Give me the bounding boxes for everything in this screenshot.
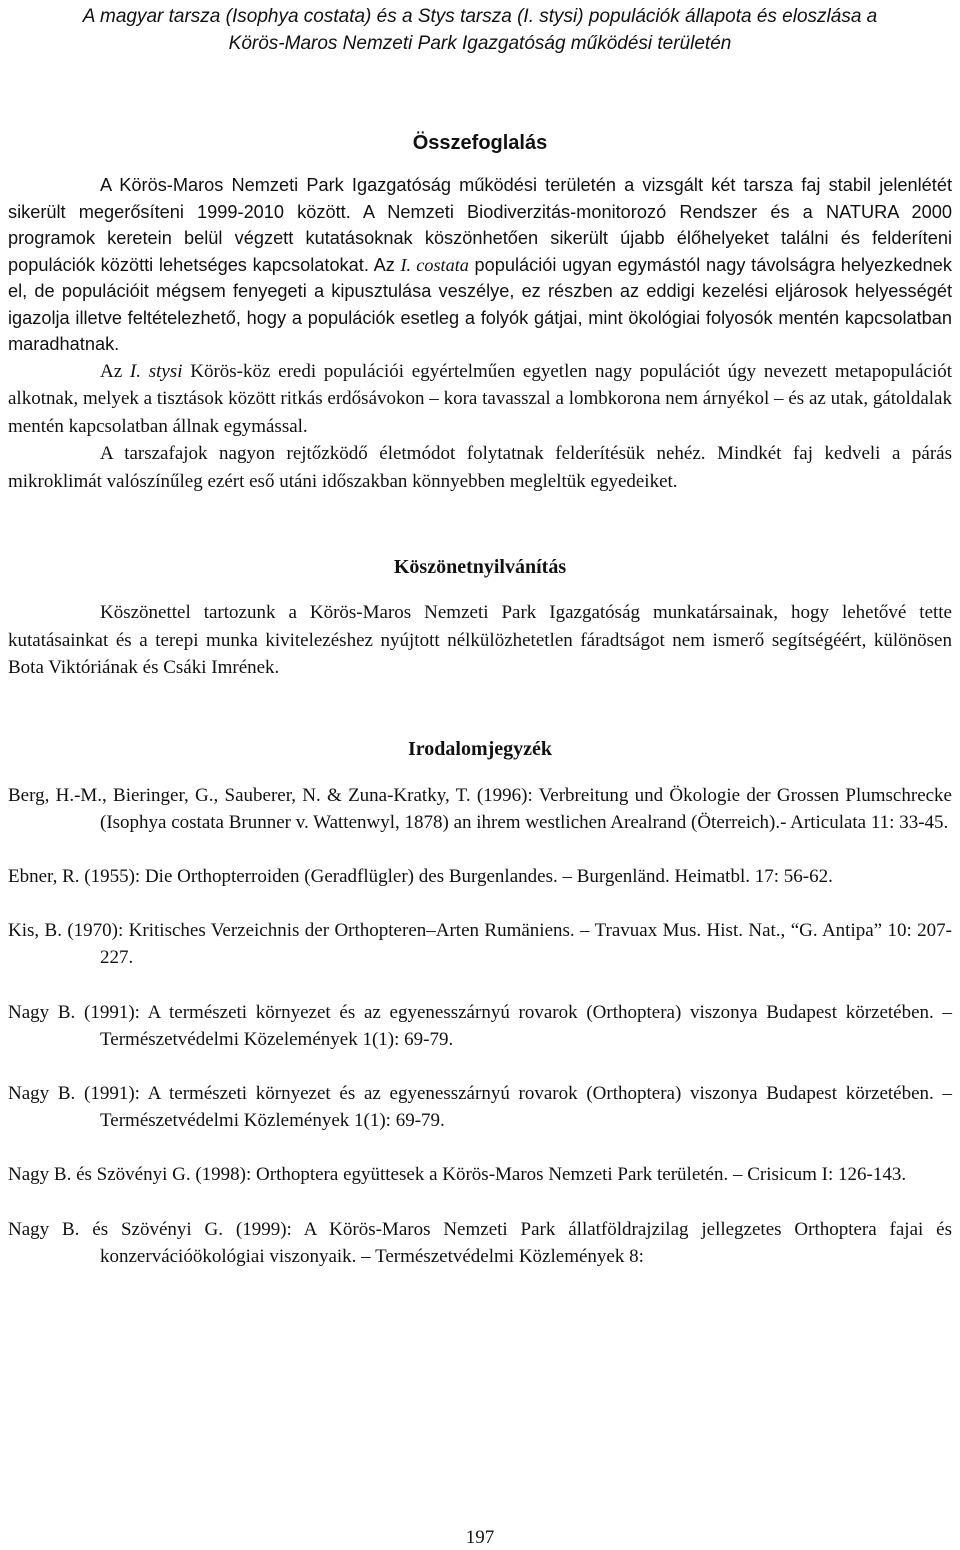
- reference-item: Nagy B. és Szövényi G. (1999): A Körös-Maros Nemzeti Park állatföldrajzilag jellegzetes Orthoptera fajai és konzervációökológiai viszonyaik. – Természetvédelmi Közlemények 8:: [8, 1218, 952, 1267]
- reference-item: Nagy B. és Szövényi G. (1998): Orthoptera együttesek a Körös-Maros Nemzeti Park területén. – Crisicum I: 126-143.: [8, 1164, 907, 1186]
- reference-item: Ebner, R. (1955): Die Orthopterroiden (Geradflügler) des Burgenlandes. – Burgenländ. Heimatbl. 17: 56-62.: [8, 865, 833, 887]
- species-name-stysi: I. stysi: [129, 360, 183, 382]
- acknowledgements-paragraph: Köszönettel tartozunk a Körös-Maros Nemzeti Park Igazgatóság munkatársainak, hogy lehetővé tette kutatásainkat és a terepi munka kivitelezéshez nyújtott nélkülözhetetlen fáradtságot nem ismerő segítségéért, különösen Bota Viktóriának és Csáki Imrének.: [8, 602, 952, 678]
- running-header-line-1: A magyar tarsza (Isophya costata) és a Stys tarsza (I. stysi) populációk állapota és eloszlása a: [82, 6, 878, 27]
- summary-p2-text-a: Az: [100, 360, 130, 382]
- reference-item: Nagy B. (1991): A természeti környezet és az egyenesszárnyú rovarok (Orthoptera) viszonya Budapest körzetében. – Természetvédelmi Közelemények 1(1): 69-79.: [8, 1001, 952, 1050]
- reference-item: Berg, H.-M., Bieringer, G., Sauberer, N. & Zuna-Kratky, T. (1996): Verbreitung und Ökologie der Grossen Plumschrecke (Isophya costata Brunner v. Wattenwyl, 1878) an ihrem westlichen Arealrand (Öterreich).- Articulata 11: 33-45.: [8, 784, 952, 833]
- summary-paragraph-2: [8, 358, 952, 441]
- summary-paragraph-1: [8, 172, 952, 358]
- summary-p2-text-b: Körös-köz eredi populációi egyértelműen egyetlen nagy populációt úgy nevezett metapopulációt alkotnak, melyek a tisztások között ritkás erdősávokon – kora tavasszal a lombkorona nem árnyékol – és az utak, gátoldalak mentén kapcsolatban állnak egymással.: [8, 360, 952, 437]
- summary-section: [8, 172, 952, 358]
- summary-p1-text-b: populációi ugyan egymástól nagy távolságra helyezkednek el, de populációit mégsem fenyegeti a kipusztulása veszélye, ez részben az eddigi kezelési eljárosok helyességét igazolja illetve feltételezhető, hogy a populációk esetleg a folyók gátjai, mint ökológiai folyosók mentén kapcsolatban maradhatnak.: [8, 254, 952, 354]
- running-header: [8, 3, 952, 57]
- summary-paragraph-3: A tarszafajok nagyon rejtőzködő életmódot folytatnak felderítésük nehéz. Mindkét faj kedveli a párás mikroklimát valószínűleg ezért eső utáni időszakban könnyebben megleltük egyedeiket.: [8, 443, 952, 492]
- summary-p1-text-a: A Körös-Maros Nemzeti Park Igazgatóság működési területén a vizsgált két tarsza faj stabil jelenlétét sikerült megerősíteni 1999-2010 között. A Nemzeti Biodiverzitás-monitorozó Rendszer és a NATURA 2000 programok keretein belül végzett kutatásoknak köszönhetően sikerült újabb élőhelyeket találni és felderíteni populációk közötti lehetséges kapcsolatokat. Az: [8, 175, 952, 275]
- page-number: 197: [465, 1527, 495, 1548]
- reference-item: Nagy B. (1991): A természeti környezet és az egyenesszárnyú rovarok (Orthoptera) viszonya Budapest körzetében. – Természetvédelmi Közlemények 1(1): 69-79.: [8, 1082, 952, 1132]
- acknowledgements-heading: Köszönetnyilvánítás: [393, 556, 567, 578]
- reference-item: Kis, B. (1970): Kritisches Verzeichnis der Orthopteren–Arten Rumäniens. – Travuax Mus. Hist. Nat., “G. Antipa” 10: 207-227.: [8, 920, 952, 969]
- summary-heading: Összefoglalás: [412, 132, 548, 154]
- reference-list: [8, 782, 952, 1270]
- running-header-line-2: Körös-Maros Nemzeti Park Igazgatóság működési területén: [228, 33, 732, 54]
- page: [8, 0, 952, 1550]
- species-name-costata: I. costata: [400, 254, 469, 275]
- references-heading: Irodalomjegyzék: [407, 737, 553, 760]
